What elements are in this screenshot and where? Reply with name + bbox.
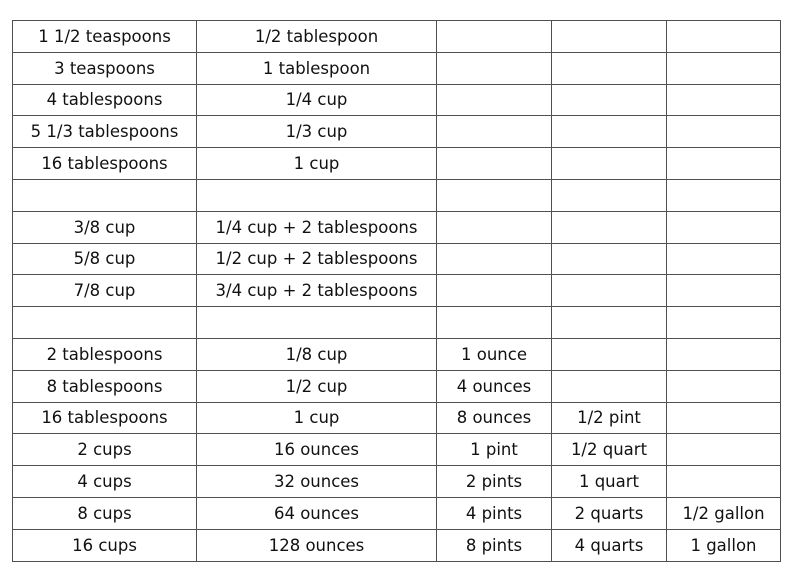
table-cell: 1/2 pint [552, 402, 667, 434]
table-cell [552, 148, 667, 180]
table-cell: 1 cup [197, 402, 437, 434]
table-cell: 5/8 cup [13, 243, 197, 275]
table-row [13, 529, 781, 561]
table-cell: 3/8 cup [13, 211, 197, 243]
table-cell [552, 211, 667, 243]
conversion-table [12, 20, 781, 562]
table-cell [667, 370, 781, 402]
table-cell [197, 307, 437, 339]
table-cell: 1/2 cup [197, 370, 437, 402]
table-cell: 1 1/2 teaspoons [13, 21, 197, 53]
table-cell [667, 402, 781, 434]
table-cell: 4 quarts [552, 529, 667, 561]
table-cell: 3/4 cup + 2 tablespoons [197, 275, 437, 307]
table-row [13, 21, 781, 53]
table-cell [667, 338, 781, 370]
table-cell: 128 ounces [197, 529, 437, 561]
table-cell: 4 tablespoons [13, 84, 197, 116]
table-cell: 8 pints [437, 529, 552, 561]
table-cell [552, 243, 667, 275]
table-cell [667, 52, 781, 84]
table-row [13, 179, 781, 211]
table-cell [437, 84, 552, 116]
table-cell [552, 275, 667, 307]
conversion-table-body [13, 21, 781, 562]
table-cell [667, 434, 781, 466]
table-cell [552, 52, 667, 84]
table-cell: 4 ounces [437, 370, 552, 402]
table-cell: 2 pints [437, 466, 552, 498]
table-cell [667, 307, 781, 339]
table-cell [552, 179, 667, 211]
table-cell [552, 21, 667, 53]
table-cell [437, 116, 552, 148]
table-row [13, 497, 781, 529]
table-cell: 16 tablespoons [13, 402, 197, 434]
table-cell: 3 teaspoons [13, 52, 197, 84]
table-row [13, 434, 781, 466]
table-cell [437, 307, 552, 339]
table-cell [667, 84, 781, 116]
table-cell: 8 ounces [437, 402, 552, 434]
table-cell: 4 cups [13, 466, 197, 498]
table-cell: 7/8 cup [13, 275, 197, 307]
table-row [13, 243, 781, 275]
table-row [13, 466, 781, 498]
table-row [13, 211, 781, 243]
table-cell: 2 quarts [552, 497, 667, 529]
table-cell: 1 cup [197, 148, 437, 180]
table-cell: 1/4 cup [197, 84, 437, 116]
table-cell: 1 quart [552, 466, 667, 498]
table-cell [437, 148, 552, 180]
table-cell: 1/3 cup [197, 116, 437, 148]
table-cell: 1/2 tablespoon [197, 21, 437, 53]
table-cell [437, 21, 552, 53]
table-cell [437, 211, 552, 243]
table-cell [552, 338, 667, 370]
table-row [13, 402, 781, 434]
table-cell [667, 148, 781, 180]
table-row [13, 84, 781, 116]
table-cell [552, 116, 667, 148]
table-row [13, 116, 781, 148]
table-cell [552, 84, 667, 116]
table-cell [552, 370, 667, 402]
table-cell: 8 tablespoons [13, 370, 197, 402]
table-cell: 1 ounce [437, 338, 552, 370]
table-cell [552, 307, 667, 339]
table-cell [667, 116, 781, 148]
table-cell [667, 275, 781, 307]
table-row [13, 370, 781, 402]
table-cell [667, 179, 781, 211]
table-cell [13, 179, 197, 211]
table-cell: 64 ounces [197, 497, 437, 529]
table-cell: 1 tablespoon [197, 52, 437, 84]
table-cell [667, 243, 781, 275]
table-cell [667, 211, 781, 243]
table-row [13, 148, 781, 180]
table-cell [437, 179, 552, 211]
table-cell: 8 cups [13, 497, 197, 529]
table-cell [437, 52, 552, 84]
table-cell [13, 307, 197, 339]
table-cell [197, 179, 437, 211]
table-cell: 1/2 quart [552, 434, 667, 466]
table-cell: 16 cups [13, 529, 197, 561]
table-cell: 16 ounces [197, 434, 437, 466]
table-cell: 32 ounces [197, 466, 437, 498]
table-cell [667, 21, 781, 53]
table-row [13, 307, 781, 339]
table-row [13, 338, 781, 370]
table-cell [437, 275, 552, 307]
table-row [13, 275, 781, 307]
table-cell: 2 cups [13, 434, 197, 466]
table-cell: 16 tablespoons [13, 148, 197, 180]
table-row [13, 52, 781, 84]
table-cell: 1/4 cup + 2 tablespoons [197, 211, 437, 243]
table-cell: 1/2 gallon [667, 497, 781, 529]
table-cell: 1 gallon [667, 529, 781, 561]
table-cell: 5 1/3 tablespoons [13, 116, 197, 148]
table-cell: 1/2 cup + 2 tablespoons [197, 243, 437, 275]
table-cell [437, 243, 552, 275]
table-cell [667, 466, 781, 498]
table-cell: 4 pints [437, 497, 552, 529]
table-cell: 2 tablespoons [13, 338, 197, 370]
table-cell: 1 pint [437, 434, 552, 466]
table-cell: 1/8 cup [197, 338, 437, 370]
